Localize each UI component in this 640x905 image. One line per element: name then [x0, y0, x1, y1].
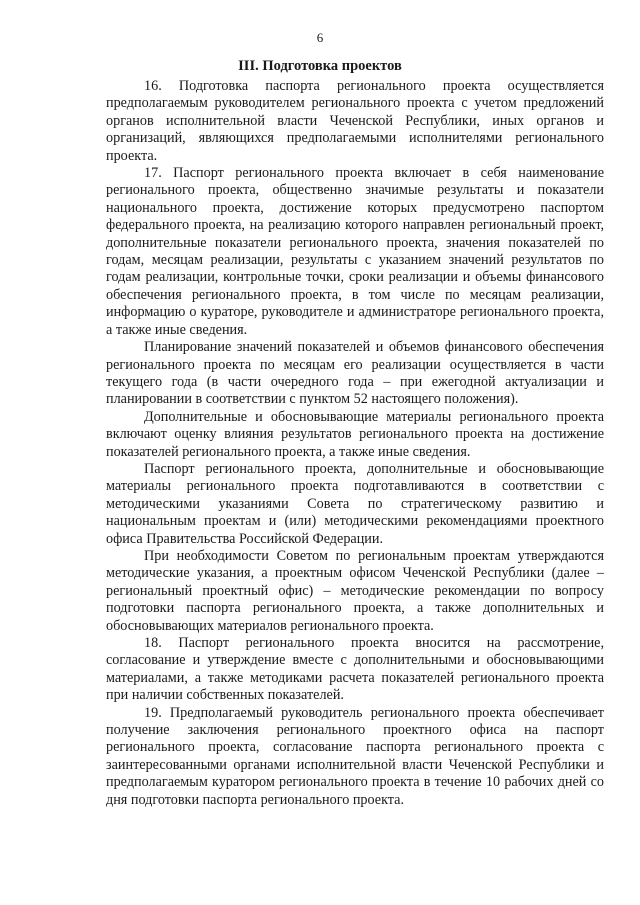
paragraph-methodical-guidance: При необходимости Советом по региональным проектам утверждаются методические указания, а проектным офисом Чеченской Республики (далее – региональный проектный офис) – методические рекомендации по вопросу подготовки паспорта регионального проекта, а также дополнительных и обосновывающих материалов регионального проекта. — [106, 547, 604, 634]
paragraph-passport-preparation: Паспорт регионального проекта, дополнительные и обосновывающие материалы регионального проекта подготавливаются в соответствии с методическими указаниями Совета по стратегическому развитию и национальным проектам и (или) методическими рекомендациями проектного офиса Правительства Российской Федерации. — [106, 460, 604, 547]
paragraph-planning: Планирование значений показателей и объемов финансового обеспечения регионального проекта по месяцам его реализации осуществляется в части текущего года (в части очередного года – при ежегодной актуализации и планировании в соответствии с пунктом 52 настоящего положения). — [106, 339, 604, 408]
paragraph-16: 16. Подготовка паспорта регионального проекта осуществляется предполагаемым руководителем регионального проекта с учетом предложений органов исполнительной власти Чеченской Республики, иных органов и организаций, являющихся предполагаемыми исполнителями регионального проекта. — [106, 78, 604, 164]
section-title: III. Подготовка проектов — [238, 58, 402, 74]
paragraph-additional-materials: Дополнительные и обосновывающие материалы регионального проекта включают оценку влияния результатов регионального проекта на достижение показателей регионального проекта, а также иные сведения. — [106, 408, 604, 460]
paragraph-19: 19. Предполагаемый руководитель регионального проекта обеспечивает получение заключения регионального проектного офиса на паспорт регионального проекта, согласование паспорта регионального проекта с заинтересованными органами исполнительной власти Чеченской Республики и предполагаемым куратором регионального проекта в течение 10 рабочих дней со дня подготовки паспорта регионального проекта. — [106, 704, 604, 808]
document-body — [106, 78, 604, 809]
page-number: 6 — [316, 30, 324, 45]
paragraph-17: 17. Паспорт регионального проекта включает в себя наименование регионального проекта, общественно значимые результаты и показатели национального проекта, достижение которых предусмотрено паспортом федерального проекта, на реализацию которого направлен региональный проект, дополнительные показатели регионального проекта, значения показателей по годам, месяцам реализации, результаты с указанием значений результатов по годам реализации, контрольные точки, сроки реализации и объемы финансового обеспечения регионального проекта, в том числе по месяцам реализации, информацию о кураторе, руководителе и администраторе регионального проекта, а также иные сведения. — [106, 165, 604, 338]
paragraph-18: 18. Паспорт регионального проекта вносится на рассмотрение, согласование и утверждение вместе с дополнительными и обосновывающими материалами, а также методиками расчета показателей регионального проекта при наличии собственных показателей. — [106, 635, 604, 704]
